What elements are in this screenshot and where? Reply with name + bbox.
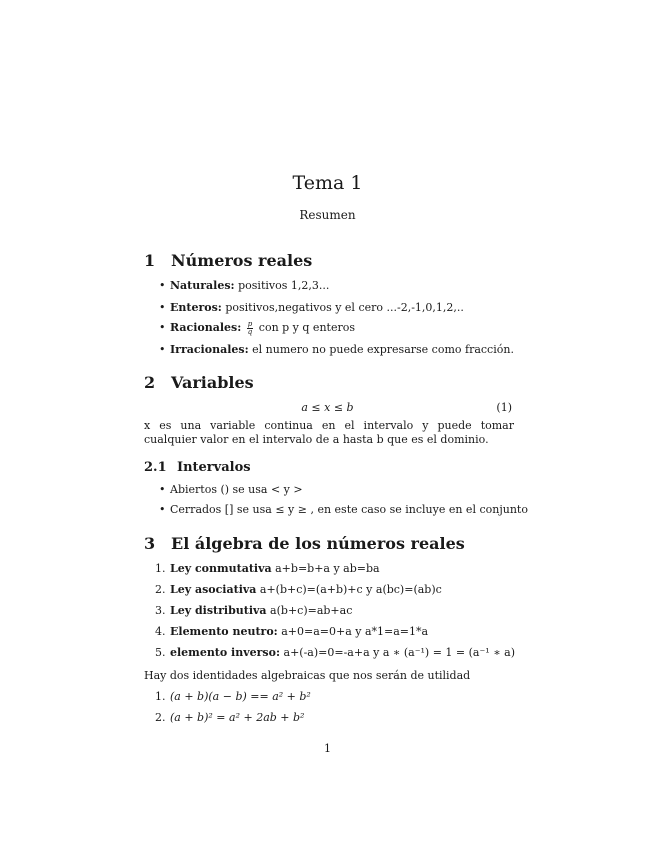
item-number: 2. [155, 711, 166, 724]
section-title: Números reales [171, 251, 313, 270]
section-title: El álgebra de los números reales [171, 534, 465, 553]
term-label: Elemento neutro: [170, 625, 278, 638]
term-text: positivos,negativos y el cero ...-2,-1,0,1,2,.. [225, 301, 464, 314]
paragraph: x es una variable continua en el intervalo y puede tomar cualquier valor en el intervalo de a hasta b que es el dominio. [144, 419, 514, 446]
bullet-icon: • [159, 321, 166, 334]
enumerated-item [155, 689, 311, 704]
section-heading-variables [144, 373, 254, 392]
subsection-number: 2.1 [144, 460, 167, 475]
list-item [159, 502, 528, 517]
page-number: 1 [324, 742, 331, 755]
enumerated-item [155, 645, 516, 660]
term-text: a+b=b+a y ab=ba [275, 562, 380, 575]
term-text: a+(b+c)=(a+b)+c y a(bc)=(ab)c [259, 583, 442, 596]
enumerated-item [155, 603, 353, 618]
term-label: Ley distributiva [170, 604, 267, 617]
document-subtitle: Resumen [299, 208, 356, 222]
list-item [159, 278, 330, 293]
identity-formula: (a + b)² = a² + 2ab + b² [170, 711, 305, 724]
item-number: 2. [155, 583, 166, 596]
section-number: 3 [144, 534, 156, 553]
item-number: 5. [155, 646, 166, 659]
term-text: a(b+c)=ab+ac [270, 604, 353, 617]
item-number: 4. [155, 625, 166, 638]
equation-number: (1) [496, 401, 512, 414]
section-heading-numeros-reales [144, 251, 312, 270]
term-label: Naturales: [170, 279, 235, 292]
enumerated-item [155, 561, 380, 576]
item-text: Cerrados [] se usa ≤ y ≥ , en este caso se incluye en el conjunto [170, 503, 528, 516]
item-number: 1. [155, 690, 166, 703]
list-item [159, 482, 303, 497]
equation: a ≤ x ≤ b [301, 401, 354, 414]
section-number: 1 [144, 251, 156, 270]
term-label: Ley conmutativa [170, 562, 272, 575]
term-label: Irracionales: [170, 343, 249, 356]
fraction-p-over-q: $\frac{p}{q}$ [247, 319, 253, 336]
subsection-heading-intervalos [144, 460, 251, 475]
section-heading-algebra [144, 534, 465, 553]
bullet-icon: • [159, 483, 166, 496]
bullet-icon: • [159, 301, 166, 314]
bullet-icon: • [159, 503, 166, 516]
term-label: Racionales: [170, 321, 242, 334]
item-text: Abiertos () se usa < y > [170, 483, 303, 496]
term-text: a+(-a)=0=-a+a y a ∗ (a⁻¹) = 1 = (a⁻¹ ∗ a) [283, 646, 516, 659]
document-title: Tema 1 [292, 172, 363, 194]
term-text: a+0=a=0+a y a*1=a=1*a [281, 625, 429, 638]
term-text: positivos 1,2,3... [238, 279, 330, 292]
item-number: 3. [155, 604, 166, 617]
bullet-icon: • [159, 279, 166, 292]
bullet-icon: • [159, 343, 166, 356]
term-label: Ley asociativa [170, 583, 257, 596]
enumerated-item [155, 710, 305, 725]
term-label: elemento inverso: [170, 646, 281, 659]
enumerated-item [155, 624, 429, 639]
section-number: 2 [144, 373, 156, 392]
list-item [159, 300, 464, 315]
section-title: Variables [171, 373, 254, 392]
subsection-title: Intervalos [177, 460, 251, 475]
term-label: Enteros: [170, 301, 222, 314]
term-text: con p y q enteros [258, 321, 355, 334]
identities-intro: Hay dos identidades algebraicas que nos serán de utilidad [144, 669, 471, 682]
term-text: el numero no puede expresarse como fracción. [252, 343, 514, 356]
list-item [159, 319, 355, 336]
identity-formula: (a + b)(a − b) == a² + b² [170, 690, 311, 703]
item-number: 1. [155, 562, 166, 575]
enumerated-item [155, 582, 442, 597]
list-item [159, 342, 514, 357]
